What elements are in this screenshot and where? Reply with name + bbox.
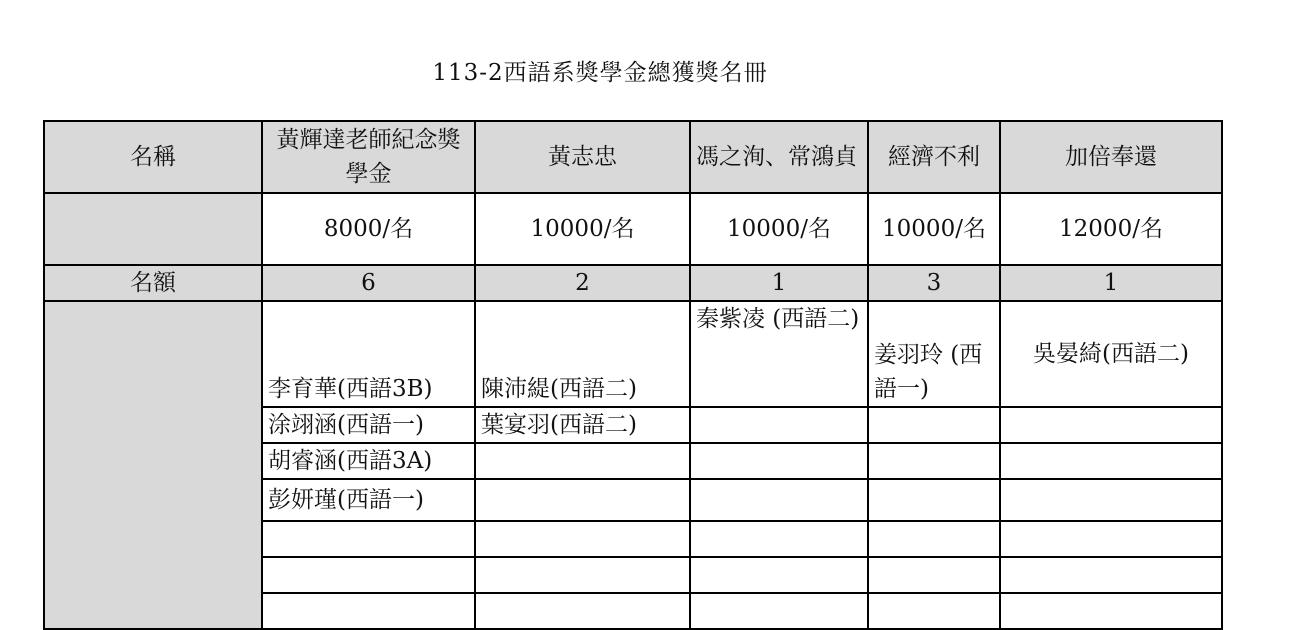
empty-cell bbox=[475, 479, 690, 521]
recipient-cell: 吳晏綺(西語二) bbox=[1000, 301, 1222, 407]
scholarship-table bbox=[43, 120, 1223, 630]
empty-cell bbox=[475, 521, 690, 557]
amount-cell: 12000/名 bbox=[1000, 193, 1222, 265]
recipient-cell: 涂翊涵(西語一) bbox=[262, 407, 475, 443]
recipient-row bbox=[44, 301, 1222, 407]
empty-cell bbox=[475, 443, 690, 479]
empty-cell bbox=[868, 557, 1000, 593]
quota-cell: 3 bbox=[868, 265, 1000, 301]
scholarship-name-cell: 馮之洵、常鴻貞 bbox=[690, 121, 868, 193]
empty-cell bbox=[1000, 443, 1222, 479]
empty-cell bbox=[262, 593, 475, 629]
document-title: 113-2西語系獎學金總獲獎名冊 bbox=[432, 60, 768, 86]
amount-row bbox=[44, 193, 1222, 265]
empty-cell bbox=[868, 407, 1000, 443]
scholarship-name-cell: 黃志忠 bbox=[475, 121, 690, 193]
quota-label-cell: 名額 bbox=[44, 265, 262, 301]
empty-cell bbox=[475, 593, 690, 629]
amount-cell: 10000/名 bbox=[475, 193, 690, 265]
recipient-cell: 葉宴羽(西語二) bbox=[475, 407, 690, 443]
amount-label-cell bbox=[44, 193, 262, 265]
empty-cell bbox=[690, 443, 868, 479]
empty-cell bbox=[868, 443, 1000, 479]
recipient-cell: 彭妍瑾(西語一) bbox=[262, 479, 475, 521]
scholarship-name-cell: 加倍奉還 bbox=[1000, 121, 1222, 193]
scholarship-name-cell: 黃輝達老師紀念獎學金 bbox=[262, 121, 475, 193]
empty-cell bbox=[868, 521, 1000, 557]
scholarship-name-cell: 經濟不利 bbox=[868, 121, 1000, 193]
empty-cell bbox=[868, 593, 1000, 629]
recipient-cell: 李育華(西語3B) bbox=[262, 301, 475, 407]
recipient-cell: 胡睿涵(西語3A) bbox=[262, 443, 475, 479]
empty-cell bbox=[262, 557, 475, 593]
empty-cell bbox=[1000, 407, 1222, 443]
header-row bbox=[44, 121, 1222, 193]
recipient-cell: 秦紫凌 (西語二) bbox=[690, 301, 868, 407]
empty-cell bbox=[690, 593, 868, 629]
empty-cell bbox=[1000, 521, 1222, 557]
empty-cell bbox=[690, 407, 868, 443]
amount-cell: 10000/名 bbox=[868, 193, 1000, 265]
empty-cell bbox=[1000, 557, 1222, 593]
amount-cell: 10000/名 bbox=[690, 193, 868, 265]
name-label-cell: 名稱 bbox=[44, 121, 262, 193]
empty-cell bbox=[690, 521, 868, 557]
quota-cell: 6 bbox=[262, 265, 475, 301]
empty-cell bbox=[868, 479, 1000, 521]
empty-cell bbox=[690, 479, 868, 521]
recipients-label-cell bbox=[44, 301, 262, 629]
quota-row bbox=[44, 265, 1222, 301]
empty-cell bbox=[1000, 479, 1222, 521]
empty-cell bbox=[262, 521, 475, 557]
amount-cell: 8000/名 bbox=[262, 193, 475, 265]
empty-cell bbox=[475, 557, 690, 593]
quota-cell: 1 bbox=[690, 265, 868, 301]
empty-cell bbox=[690, 557, 868, 593]
recipient-cell: 陳沛緹(西語二) bbox=[475, 301, 690, 407]
quota-cell: 2 bbox=[475, 265, 690, 301]
empty-cell bbox=[1000, 593, 1222, 629]
recipient-cell: 姜羽玲 (西語一) bbox=[868, 301, 1000, 407]
quota-cell: 1 bbox=[1000, 265, 1222, 301]
